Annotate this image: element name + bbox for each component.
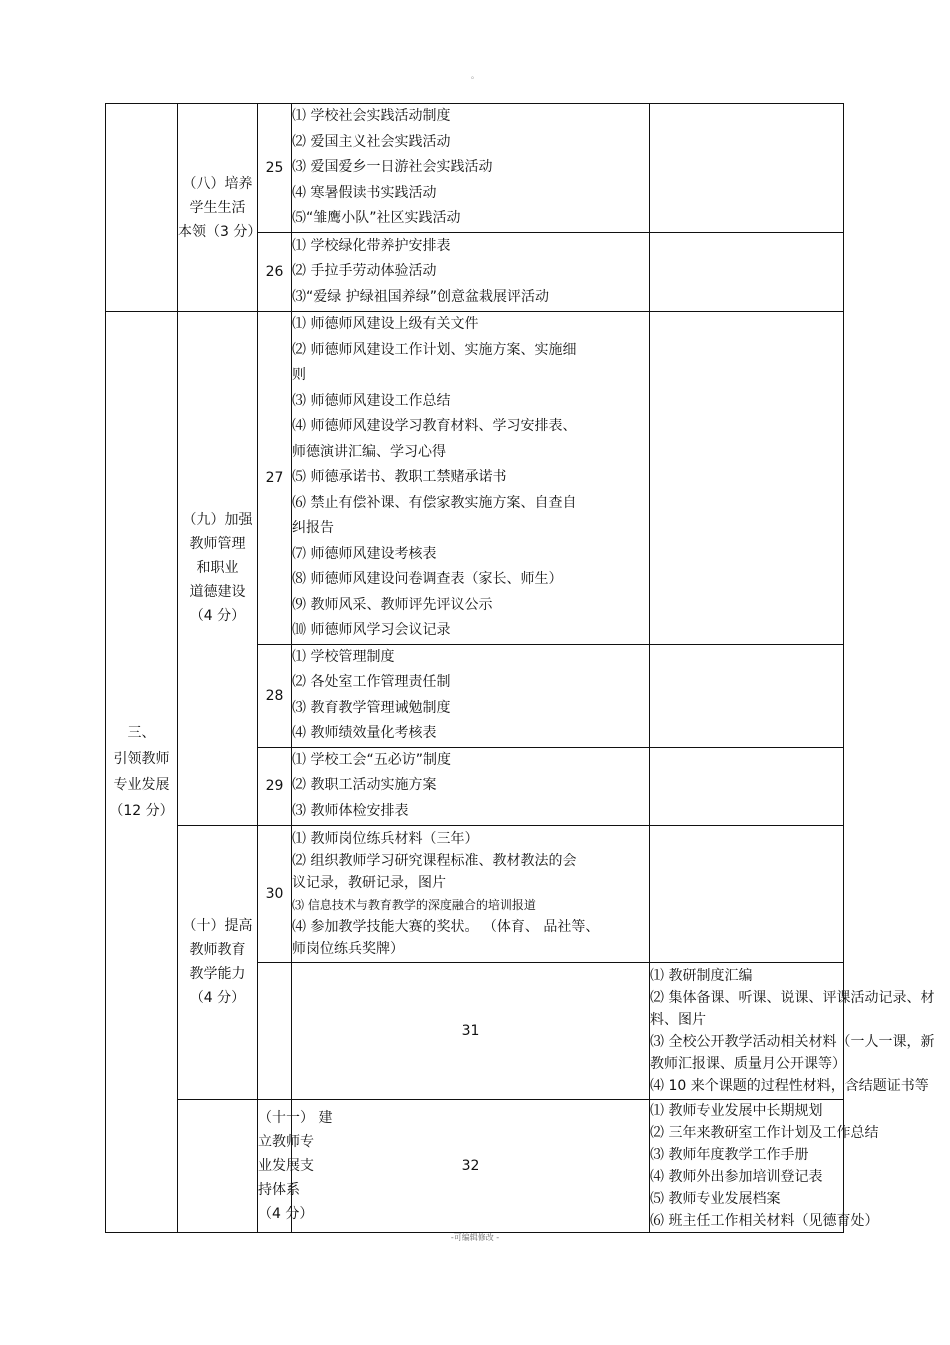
list-item: ⑸ 教师专业发展档案 <box>650 1190 781 1207</box>
empty-cell <box>650 825 844 962</box>
list-item: ⑻ 师德师风建设问卷调查表（家长、师生） <box>292 571 563 587</box>
list-item: ⑷ 教师绩效量化考核表 <box>292 725 437 741</box>
group-label-10: （十）提高 教师教育 教学能力 （4 分） <box>178 825 258 1099</box>
list-item: ⑵ 爱国主义社会实践活动 <box>292 133 451 150</box>
list-item: 料、图片 <box>650 1011 706 1028</box>
list-item: ⑷ 10 来个课题的过程性材料，含结题证书等 <box>650 1077 929 1094</box>
list-item: ⑸ 师德承诺书、教职工禁赌承诺书 <box>292 469 507 485</box>
list-item: ⑶ 教师体检安排表 <box>292 802 409 819</box>
list-item: 师德演讲汇编、学习心得 <box>292 443 446 460</box>
list-item: ⑶ 爱国爱乡一日游社会实践活动 <box>292 159 493 176</box>
group-label-9: （九）加强 教师管理 和职业 道德建设 （4 分） <box>178 312 258 826</box>
list-item: ⑷ 寒暑假读书实践活动 <box>292 184 437 201</box>
list-item: 教师汇报课、质量月公开课等） <box>650 1055 846 1072</box>
list-item: ⑶“爱绿 护绿祖国养绿”创意盆栽展评活动 <box>292 288 549 305</box>
row-number: 29 <box>258 747 292 825</box>
list-item: 纠报告 <box>292 520 334 536</box>
list-item: ⑵ 手拉手劳动体验活动 <box>292 263 437 280</box>
list-item: ⑴ 学校工会“五必访”制度 <box>292 751 451 768</box>
row-number: 32 <box>292 1099 650 1232</box>
item-list <box>292 747 650 825</box>
empty-cell <box>650 104 844 233</box>
empty-cell <box>650 233 844 312</box>
list-item: ⑺ 师德师风建设考核表 <box>292 545 437 562</box>
section-cell-blank <box>106 104 178 312</box>
list-item: ⑷ 师德师风建设学习教育材料、学习安排表、 <box>292 418 577 434</box>
table-row <box>106 825 844 962</box>
empty-cell <box>650 747 844 825</box>
row-number: 25 <box>258 104 292 233</box>
list-item: ⑶ 教育教学管理诫勉制度 <box>292 699 451 716</box>
group-label-11: （十一） 建 立教师专 业发展支 持体系 （4 分） <box>258 1099 292 1232</box>
row-number: 27 <box>258 312 292 645</box>
list-item: 则 <box>292 367 306 383</box>
list-item: ⑴ 教师岗位练兵材料（三年） <box>292 830 479 847</box>
list-item: ⑴ 学校社会实践活动制度 <box>292 108 451 125</box>
list-item: ⑵ 组织教师学习研究课程标准、教材教法的会 <box>292 852 577 869</box>
row-number: 26 <box>258 233 292 312</box>
list-item: ⑷ 教师外出参加培训登记表 <box>650 1168 823 1185</box>
item-list <box>650 962 935 1099</box>
list-item: ⑵ 集体备课、听课、说课、评课活动记录、材 <box>650 989 935 1006</box>
list-item: ⑵ 各处室工作管理责任制 <box>292 674 451 690</box>
row-number: 30 <box>258 825 292 962</box>
top-mark: 。 <box>471 71 479 80</box>
item-list <box>292 825 650 962</box>
list-item: ⑴ 教师专业发展中长期规划 <box>650 1102 823 1119</box>
list-item: ⑵ 三年来教研室工作计划及工作总结 <box>650 1124 879 1141</box>
list-item: ⑴ 教研制度汇编 <box>650 967 753 984</box>
table-row <box>106 104 844 233</box>
table-row <box>106 312 844 645</box>
empty-cell <box>650 312 844 645</box>
list-item: ⑸“雏鹰小队”社区实践活动 <box>292 210 461 227</box>
empty-cell <box>650 644 844 747</box>
row-number: 28 <box>258 644 292 747</box>
list-item: ⑴ 学校管理制度 <box>292 648 395 665</box>
item-list <box>650 1099 879 1232</box>
list-item: ⑴ 师德师风建设上级有关文件 <box>292 316 479 332</box>
section-cell-blank <box>258 962 292 1099</box>
list-item: ⑶ 教师年度教学工作手册 <box>650 1146 809 1163</box>
section-label-3: 三、 引领教师 专业发展 （12 分） <box>106 312 178 1233</box>
list-item: ⑴ 学校绿化带养护安排表 <box>292 237 451 254</box>
list-item: ⑶ 师德师风建设工作总结 <box>292 392 451 409</box>
item-list <box>292 104 650 233</box>
list-item: ⑹ 禁止有偿补课、有偿家教实施方案、自查自 <box>292 494 577 511</box>
item-list <box>292 233 650 312</box>
item-list <box>292 644 650 747</box>
list-item: ⑶ 全校公开教学活动相关材料（一人一课，新 <box>650 1033 935 1050</box>
group-label-8: （八）培养 学生生活 本领（3 分） <box>178 104 258 312</box>
table-row <box>106 1099 844 1232</box>
list-item: ⑼ 教师风采、教师评先评议公示 <box>292 596 493 613</box>
section-cell-blank <box>178 1099 258 1232</box>
list-item: ⑵ 教职工活动实施方案 <box>292 777 437 794</box>
list-item: ⑽ 师德师风学习会议记录 <box>292 622 451 638</box>
list-item: ⑷ 参加教学技能大赛的奖状。 （体育、 品社等、 <box>292 918 600 935</box>
list-item: ⑵ 师德师风建设工作计划、实施方案、实施细 <box>292 341 577 358</box>
list-item: ⑹ 班主任工作相关材料（见德育处） <box>650 1212 879 1229</box>
list-item: ⑶ 信息技术与教育教学的深度融合的培训报道 <box>292 897 536 912</box>
evaluation-table <box>105 103 935 1233</box>
row-number: 31 <box>292 962 650 1099</box>
item-list <box>292 312 650 645</box>
list-item: 师岗位练兵奖牌） <box>292 940 404 957</box>
list-item: 议记录，教研记录，图片 <box>292 874 446 891</box>
page-footer: -可编辑修改 - <box>450 1233 500 1242</box>
